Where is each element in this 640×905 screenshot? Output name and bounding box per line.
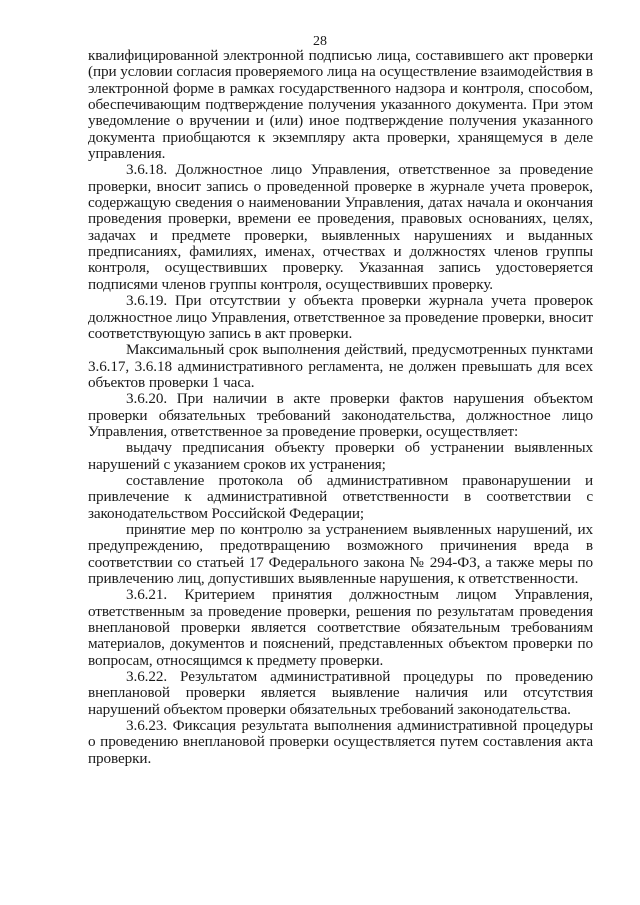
paragraph-continuation: квалифицированной электронной подписью лица, составившего акт проверки (при условии согласия проверяемого лица на осуществление взаимодействия в электронной форме в рамках государственного надзора и контроля, способом, обеспечивающим подтверждение получения указанного документа. При этом уведомление о вручении и (или) иное подтверждение получения указанного документа приобщаются к экземпляру акта проверки, хранящемуся в деле управления. [88,47,593,163]
paragraph-3-6-20: 3.6.20. При наличии в акте проверки фактов нарушения объектом проверки обязательных требований законодательства, должностное лицо Управления, ответственное за проведение проверки, осуществляет: [88,390,593,440]
paragraph-3-6-21: 3.6.21. Критерием принятия должностным лицом Управления, ответственным за проведение проверки, решения по результатам проведения внеплановой проверки является соответствие обязательным требованиям материалов, документов и пояснений, представленных объектом проверки по вопросам, относящимся к предмету проверки. [88,586,593,669]
paragraph-3-6-19: 3.6.19. При отсутствии у объекта проверки журнала учета проверок должностное лицо Управления, ответственное за проведение проверки, вносит соответствующую запись в акт проверки. [88,292,593,342]
paragraph-max-term: Максимальный срок выполнения действий, предусмотренных пунктами 3.6.17, 3.6.18 административного регламента, не должен превышать для всех объектов проверки 1 часа. [88,341,593,391]
paragraph-3-6-23: 3.6.23. Фиксация результата выполнения административной процедуры о проведению внеплановой проверки осуществляется путем составления акта проверки. [88,717,593,767]
page-number: 28 [313,34,327,49]
paragraph-3-6-18: 3.6.18. Должностное лицо Управления, ответственное за проведение проверки, вносит запись о проведенной проверке в журнале учета проверок, содержащую сведения о наименовании Управления, датах начала и окончания проведения проверки, времени ее проведения, правовых основаниях, целях, задачах и предмете проверки, выявленных нарушениях и выданных предписаниях, фамилиях, именах, отчествах и должностях членов группы контроля, осуществивших проверку. Указанная запись удостоверяется подписями членов группы контроля, осуществивших проверку. [88,161,593,293]
paragraph-3-6-22: 3.6.22. Результатом административной процедуры по проведению внеплановой проверки является выявление наличия или отсутствия нарушений объектом проверки обязательных требований законодательства. [88,668,593,718]
paragraph-control-measures: принятие мер по контролю за устранением выявленных нарушений, их предупреждению, предотвращению возможного причинения вреда в соответствии со статьей 17 Федерального закона № 294-ФЗ, а также меры по привлечению лиц, допустивших выявленные нарушения, к ответственности. [88,520,593,587]
paragraph-protocol: составление протокола об административном правонарушении и привлечение к административной ответственности в соответствии с законодательством Российской Федерации; [88,471,593,522]
document-body [88,48,593,767]
paragraph-issue-order: выдачу предписания объекту проверки об устранении выявленных нарушений с указанием сроков их устранения; [88,439,593,473]
